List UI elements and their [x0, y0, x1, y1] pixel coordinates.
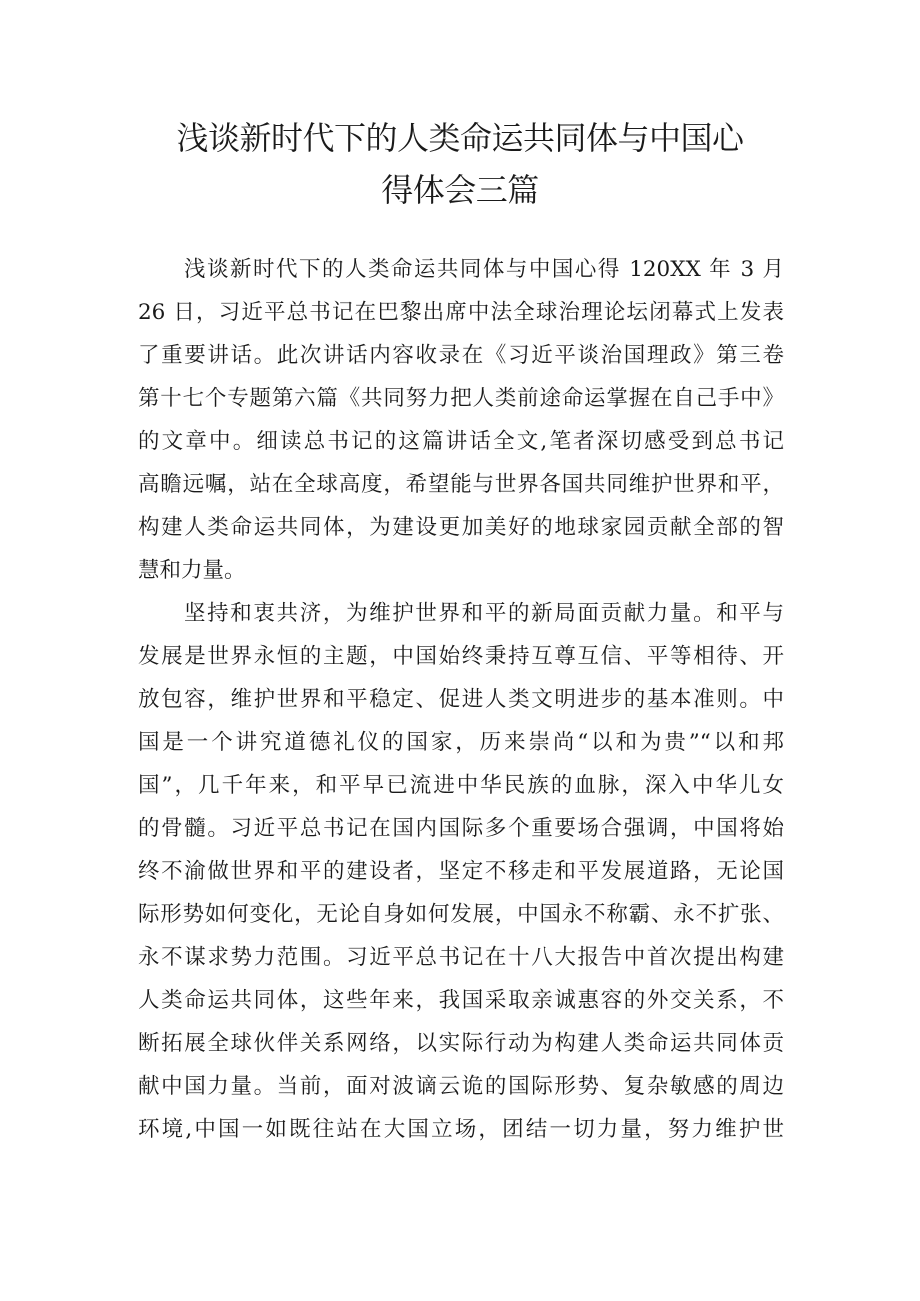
paragraph-line: 断拓展全球伙伴关系网络，以实际行动为构建人类命运共同体贡 — [138, 1031, 784, 1056]
paragraph-line: 放包容，维护世界和平稳定、促进人类文明进步的基本准则。中 — [138, 687, 784, 712]
paragraph-line: 慧和力量。 — [138, 558, 246, 583]
title-line-1: 浅谈新时代下的人类命运共同体与中国心 — [176, 119, 744, 157]
paragraph-line: 的文章中。细读总书记的这篇讲话全文,笔者深切感受到总书记 — [138, 429, 784, 454]
paragraph-line: 发展是世界永恒的主题，中国始终秉持互尊互信、平等相待、开 — [138, 644, 784, 669]
paragraph-line: 26 日，习近平总书记在巴黎出席中法全球治理论坛闭幕式上发表 — [138, 300, 784, 325]
document-title — [140, 112, 780, 216]
paragraph-line: 第十七个专题第六篇《共同努力把人类前途命运掌握在自己手中》 — [138, 386, 784, 411]
paragraph-line: 环境,中国一如既往站在大国立场，团结一切力量，努力维护世 — [138, 1117, 784, 1142]
paragraph-line: 永不谋求势力范围。习近平总书记在十八大报告中首次提出构建 — [138, 945, 784, 970]
paragraph-line: 坚持和衷共济，为维护世界和平的新局面贡献力量。和平与 — [184, 601, 784, 626]
paragraph-1 — [138, 248, 784, 592]
paragraph-line: 的骨髓。习近平总书记在国内国际多个重要场合强调，中国将始 — [138, 816, 784, 841]
paragraph-2 — [138, 592, 784, 1151]
title-line-2: 得体会三篇 — [381, 171, 539, 209]
document-body — [138, 248, 784, 1151]
paragraph-line: 国是一个讲究道德礼仪的国家，历来崇尚“以和为贵”“以和邦 — [138, 730, 784, 755]
paragraph-line: 际形势如何变化，无论自身如何发展，中国永不称霸、永不扩张、 — [138, 902, 784, 927]
paragraph-line: 浅谈新时代下的人类命运共同体与中国心得 120XX 年 3 月 — [184, 257, 784, 282]
paragraph-line: 终不渝做世界和平的建设者，坚定不移走和平发展道路，无论国 — [138, 859, 784, 884]
paragraph-line: 了重要讲话。此次讲话内容收录在《习近平谈治国理政》第三卷 — [138, 343, 784, 368]
paragraph-line: 高瞻远嘱，站在全球高度，希望能与世界各国共同维护世界和平， — [138, 472, 784, 497]
paragraph-line: 国”，几千年来，和平早已流进中华民族的血脉，深入中华儿女 — [138, 773, 784, 798]
paragraph-line: 构建人类命运共同体，为建设更加美好的地球家园贡献全部的智 — [138, 515, 784, 540]
paragraph-line: 人类命运共同体，这些年来，我国采取亲诚惠容的外交关系，不 — [138, 988, 784, 1013]
paragraph-line: 献中国力量。当前，面对波谪云诡的国际形势、复杂敏感的周边 — [138, 1074, 784, 1099]
